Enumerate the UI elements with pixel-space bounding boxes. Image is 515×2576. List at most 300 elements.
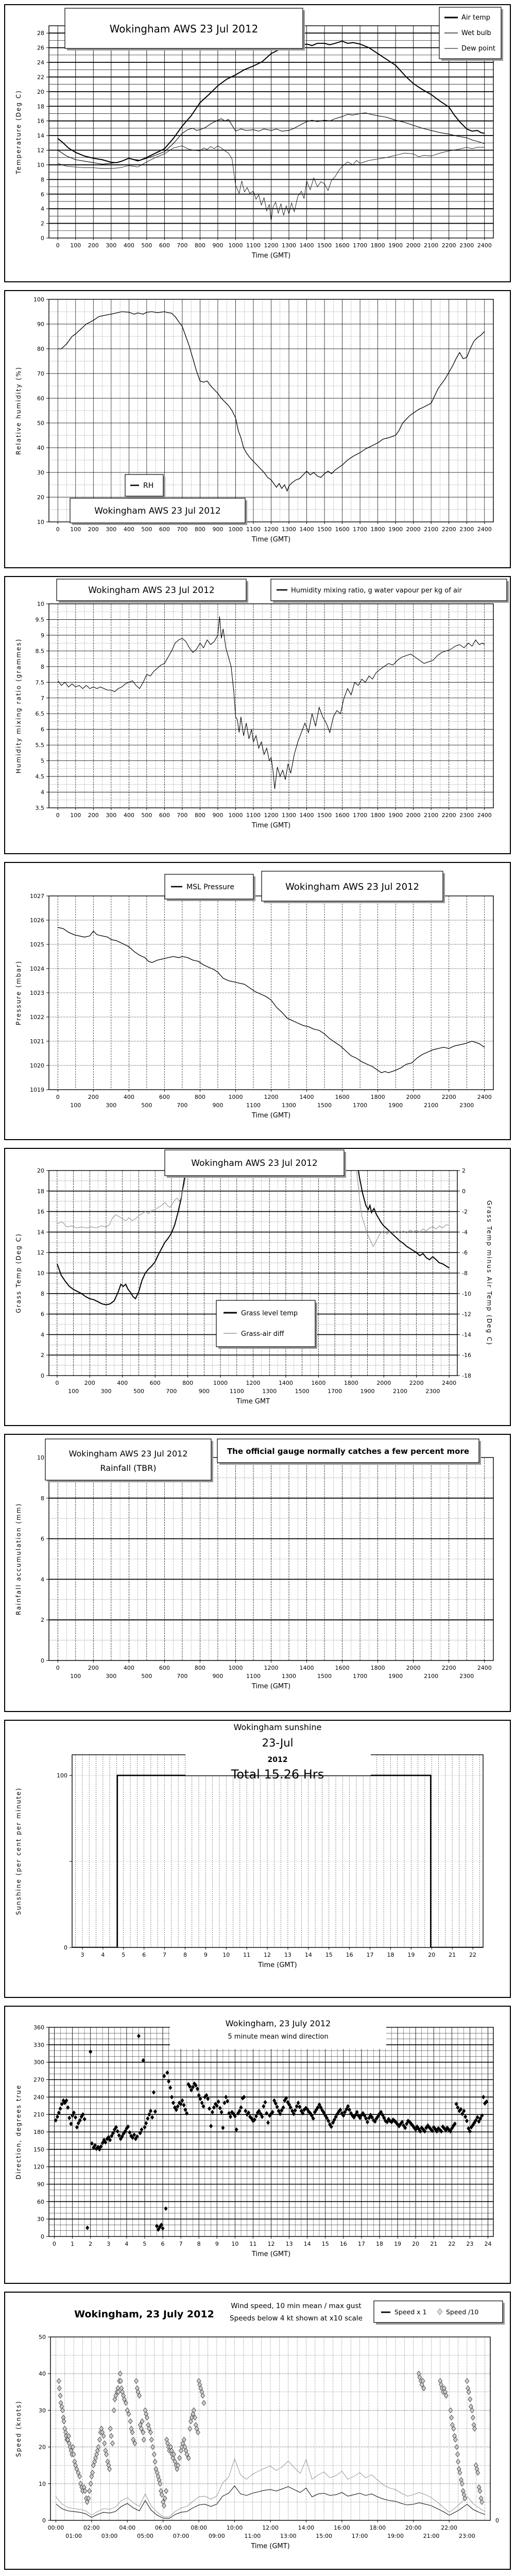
x-tick-label: 800	[194, 526, 205, 533]
x-tick-label: 12	[264, 1952, 271, 1958]
y-tick-label: 100	[33, 296, 44, 303]
x-tick-label: 100	[70, 526, 81, 533]
y-tick-label: 6	[41, 726, 44, 733]
diamond-marker	[456, 2459, 460, 2464]
y-tick-label: 10	[37, 519, 44, 526]
grass-temperature-chart	[5, 1149, 510, 1425]
diamond-marker	[153, 2459, 157, 2464]
diamond-marker	[164, 2488, 168, 2494]
diamond-marker	[57, 2378, 61, 2383]
y-tick-label: 20	[37, 88, 44, 95]
x-tick-label: 1100	[246, 812, 261, 819]
x-tick-label: 1300	[282, 242, 297, 249]
y-tick-label: 18	[37, 103, 44, 110]
y-tick-label: 6	[41, 1311, 44, 1318]
x-tick-label-row2: 1100	[246, 1102, 261, 1109]
x-tick-label: 10	[222, 1952, 230, 1958]
x-tick-label: 15	[321, 2241, 329, 2247]
x-tick-label: 18	[387, 1952, 394, 1958]
diamond-marker	[143, 2125, 146, 2129]
x-tick-label: 11	[249, 2241, 257, 2247]
x-tick-label: 500	[141, 526, 152, 533]
y-tick-label: 180	[33, 2129, 44, 2136]
x-tick-label: 700	[177, 242, 188, 249]
x-tick-label-row2: 900	[212, 1673, 224, 1680]
y-tick-label: 5	[41, 757, 44, 765]
diamond-marker	[89, 2481, 93, 2486]
x-tick-label-row2: 03:00	[101, 2533, 118, 2539]
x-tick-label: 400	[123, 812, 134, 819]
y-tick-label: 1021	[30, 1038, 44, 1045]
x-tick-label-row2: 500	[141, 1673, 152, 1680]
plot-frame	[72, 1755, 483, 1947]
x-tick-label: 12:00	[262, 2524, 279, 2531]
x-tick-label-row2: 2300	[459, 1102, 474, 1109]
y-axis-title: Speed (knots)	[15, 2400, 22, 2457]
x-tick-label: 600	[149, 1380, 161, 1386]
legend-label: Speed /10	[446, 2308, 479, 2316]
x-tick-label: 800	[194, 1665, 205, 1671]
y-right-tick-label: -10	[462, 1290, 471, 1297]
x-tick-label-row2: 1700	[353, 1102, 368, 1109]
x-tick-label-row2: 500	[133, 1388, 144, 1395]
diamond-marker	[482, 2095, 485, 2099]
x-tick-label: 2400	[477, 1094, 492, 1100]
x-tick-label: 2100	[424, 242, 439, 249]
x-tick-label: 12	[267, 2241, 275, 2247]
y-tick-label: 70	[37, 370, 44, 377]
x-tick-label: 24	[484, 2241, 492, 2247]
x-tick-label: 18:00	[369, 2524, 386, 2531]
chart-title: Wokingham sunshine	[233, 1722, 322, 1732]
y-tick-label: 4	[41, 206, 44, 213]
x-tick-label: 200	[88, 1665, 99, 1671]
diamond-marker	[262, 2104, 265, 2109]
y-tick-label: 30	[37, 2216, 44, 2223]
x-tick-label: 19	[394, 2241, 402, 2247]
x-tick-label-row2: 1300	[262, 1388, 277, 1395]
y-tick-label: 1019	[30, 1087, 44, 1093]
temperature-chart-panel	[4, 4, 511, 282]
diamond-marker	[220, 2110, 224, 2114]
grass-temperature-chart-panel	[4, 1148, 511, 1426]
x-tick-label: 5	[143, 2241, 147, 2247]
y-tick-label: 270	[33, 2076, 44, 2083]
y-tick-label: 100	[57, 1772, 67, 1780]
x-tick-label: 0	[56, 1665, 60, 1671]
chart-title: Wokingham AWS 23 Jul 2012	[94, 506, 221, 516]
y-tick-label: 8	[41, 663, 44, 670]
y-tick-label: 2	[41, 1352, 44, 1359]
x-tick-label: 400	[123, 1094, 134, 1100]
x-tick-label: 1000	[228, 1665, 243, 1671]
x-tick-label: 1900	[388, 526, 403, 533]
diamond-marker	[164, 2206, 167, 2211]
sunshine-chart	[5, 1721, 510, 1997]
x-tick-label: 2000	[406, 1094, 421, 1100]
x-tick-label: 17	[366, 1952, 374, 1958]
y-tick-label: 4	[41, 1576, 44, 1583]
x-tick-label: 1600	[335, 812, 350, 819]
y-tick-label: 8	[41, 176, 44, 183]
x-tick-label-row2: 2300	[425, 1388, 440, 1395]
y-right-tick-label: -12	[462, 1311, 471, 1318]
x-tick-label-row2: 700	[177, 1673, 188, 1680]
y-tick-label: 0	[41, 2233, 44, 2240]
diamond-marker	[62, 2419, 66, 2424]
x-tick-label: 2300	[459, 526, 474, 533]
x-tick-label-row2: 07:00	[173, 2533, 190, 2539]
x-tick-label-row2: 2100	[392, 1388, 407, 1395]
x-tick-label: 20:00	[405, 2524, 422, 2531]
x-tick-label: 200	[88, 526, 99, 533]
y-axis-title: Grass Temp (Deg C)	[15, 1233, 22, 1313]
x-tick-label: 1000	[228, 526, 243, 533]
x-tick-label-row2: 15:00	[316, 2533, 332, 2539]
x-tick-label: 08:00	[191, 2524, 207, 2531]
x-tick-label: 700	[177, 812, 188, 819]
x-tick-label: 2400	[477, 242, 492, 249]
x-tick-label-row2: 300	[106, 1102, 117, 1109]
diamond-marker	[202, 2400, 206, 2405]
y-tick-label: 1020	[30, 1062, 44, 1069]
y-tick-label: 22	[37, 74, 44, 81]
x-tick-label: 800	[194, 1094, 205, 1100]
y-tick-label: 210	[33, 2111, 44, 2119]
diamond-marker	[465, 2119, 469, 2123]
humidity-mixing-ratio-chart-panel	[4, 576, 511, 854]
y-tick-label: 0	[41, 1657, 44, 1664]
x-tick-label: 14:00	[298, 2524, 315, 2531]
legend-label: Dew point	[461, 45, 495, 53]
y-tick-label: 8	[41, 1290, 44, 1297]
diamond-marker	[108, 2426, 112, 2431]
x-tick-label-row2: 05:00	[137, 2533, 153, 2539]
diamond-marker	[212, 2105, 216, 2110]
x-tick-label: 200	[88, 242, 99, 249]
y-tick-label: 9	[41, 632, 44, 639]
y-right-tick-label: -8	[462, 1270, 468, 1277]
x-tick-label: 13	[285, 2241, 293, 2247]
y-right-tick-label: 2	[462, 1167, 466, 1174]
y-tick-label: 120	[33, 2163, 44, 2171]
x-tick-label-row2: 1500	[317, 1102, 332, 1109]
wind-direction-chart-panel	[4, 2006, 511, 2284]
y-tick-label: 3.5	[35, 805, 44, 811]
x-axis-title: Time (GMT)	[251, 2543, 290, 2550]
x-tick-label: 300	[106, 526, 117, 533]
chart-note: The official gauge normally catches a few percent more	[227, 1447, 470, 1456]
x-tick-label: 21	[430, 2241, 438, 2247]
x-tick-label: 200	[88, 1094, 99, 1100]
diamond-marker	[102, 2441, 107, 2446]
chart-title-box	[45, 1439, 211, 1480]
y-tick-label: 60	[37, 395, 44, 402]
y-tick-label: 4.5	[35, 773, 44, 781]
diamond-marker	[128, 2419, 132, 2424]
y-tick-label: 6.5	[35, 710, 44, 718]
x-tick-label: 1300	[282, 812, 297, 819]
rainfall-chart	[5, 1435, 510, 1711]
x-tick-label: 00:00	[47, 2524, 64, 2531]
y-tick-label: 14	[37, 1229, 44, 1236]
y-tick-label: 30	[37, 469, 44, 476]
humidity-mixing-ratio-chart	[5, 577, 510, 853]
x-tick-label: 3	[80, 1952, 84, 1958]
x-axis-title: Time (GMT)	[251, 1112, 291, 1120]
diamond-marker	[263, 2100, 267, 2105]
x-tick-label: 9	[215, 2241, 219, 2247]
x-tick-label-row2: 300	[100, 1388, 112, 1395]
x-tick-label: 200	[84, 1380, 95, 1386]
x-tick-label: 900	[212, 242, 224, 249]
x-tick-label-row2: 23:00	[459, 2533, 475, 2539]
x-tick-label: 1700	[353, 242, 368, 249]
x-tick-label: 1200	[264, 242, 279, 249]
x-tick-label: 14	[304, 1952, 312, 1958]
x-axis-title: Time (GMT)	[251, 252, 291, 260]
y-tick-label: 10	[37, 1270, 44, 1277]
x-axis-title: Time (GMT)	[258, 1961, 297, 1969]
y-tick-label: 240	[33, 2094, 44, 2101]
x-tick-label: 300	[106, 242, 117, 249]
diamond-marker	[152, 2090, 156, 2095]
x-axis-title: Time (GMT)	[251, 536, 291, 544]
x-tick-label: 2000	[406, 526, 421, 533]
x-tick-label: 800	[194, 812, 205, 819]
x-tick-label: 400	[117, 1380, 128, 1386]
y-tick-label: 4	[41, 789, 44, 796]
x-tick-label: 600	[159, 1094, 170, 1100]
x-tick-label: 1	[71, 2241, 75, 2247]
x-tick-label: 0	[56, 812, 60, 819]
diamond-marker	[265, 2111, 268, 2115]
y-tick-label: 14	[37, 132, 44, 140]
chart-subtitle: 5 minute mean wind direction	[228, 2033, 329, 2041]
x-tick-label: 2300	[459, 812, 474, 819]
y-tick-label: 24	[37, 59, 44, 66]
diamond-marker	[152, 2452, 156, 2457]
diamond-marker	[218, 2106, 222, 2110]
x-tick-label: 0	[56, 526, 60, 533]
legend-label: RH	[143, 482, 154, 490]
x-tick-label: 04:00	[119, 2524, 136, 2531]
y-tick-label: 360	[33, 2024, 44, 2031]
x-tick-label-row2: 700	[177, 1102, 188, 1109]
y-tick-label: 6	[41, 191, 44, 198]
x-tick-label: 1300	[282, 526, 297, 533]
y-tick-label: 20	[37, 1167, 44, 1174]
x-tick-label: 22	[469, 1952, 477, 1958]
diamond-marker	[56, 2114, 59, 2119]
y-tick-label: 26	[37, 44, 44, 52]
x-tick-label: 1800	[370, 1665, 385, 1671]
x-tick-label-row2: 300	[106, 1673, 117, 1680]
y-tick-label: 8.5	[35, 648, 44, 655]
legend-label: Grass-air diff	[241, 1330, 284, 1338]
x-tick-label-row2: 100	[68, 1388, 79, 1395]
x-axis-title: Time GMT	[236, 1398, 270, 1405]
diamond-marker	[150, 2115, 154, 2120]
y-tick-label: 50	[37, 420, 44, 427]
y-tick-label: 0	[42, 2517, 46, 2524]
x-tick-label: 2200	[441, 242, 456, 249]
y-tick-label: 7.5	[35, 679, 44, 686]
diamond-marker	[266, 2120, 270, 2125]
y-tick-label: 1025	[30, 941, 44, 948]
diamond-marker	[188, 2426, 192, 2431]
x-tick-label-row2: 1900	[388, 1673, 403, 1680]
wind-direction-chart	[5, 2007, 510, 2283]
x-tick-label: 2200	[409, 1380, 424, 1386]
x-tick-label: 2100	[424, 812, 439, 819]
diamond-marker	[149, 2437, 153, 2442]
x-tick-label: 500	[141, 812, 152, 819]
x-tick-label: 1000	[228, 242, 243, 249]
x-tick-label: 1400	[299, 1665, 314, 1671]
x-tick-label-row2: 1700	[353, 1673, 368, 1680]
chart-note-1: Wind speed, 10 min mean / max gust	[231, 2302, 362, 2310]
y-tick-label: 0	[41, 235, 44, 242]
x-tick-label: 6	[142, 1952, 146, 1958]
y-right-tick-label: -16	[462, 1352, 471, 1359]
chart-date: 23-Jul	[262, 1737, 294, 1749]
x-tick-label: 800	[182, 1380, 194, 1386]
x-axis-title: Time (GMT)	[251, 1683, 291, 1690]
x-tick-label-row2: 2100	[424, 1673, 439, 1680]
legend-label: Humidity mixing ratio, g water vapour per kg of air	[291, 587, 462, 595]
x-tick-label: 700	[177, 526, 188, 533]
y-tick-label: 9.5	[35, 616, 44, 623]
diamond-marker	[137, 2033, 141, 2038]
x-tick-label: 0	[56, 242, 60, 249]
x-tick-label-row2: 1500	[317, 1673, 332, 1680]
x-tick-label: 1400	[278, 1380, 293, 1386]
x-tick-label: 800	[194, 242, 205, 249]
x-tick-label-row2: 2300	[459, 1673, 474, 1680]
diamond-marker	[74, 2115, 77, 2120]
diamond-marker	[85, 2226, 89, 2230]
diamond-marker	[134, 2378, 139, 2383]
relative-humidity-chart	[5, 291, 510, 567]
msl-pressure-chart-panel	[4, 862, 511, 1140]
x-tick-label: 0	[53, 2241, 57, 2247]
x-tick-label: 1400	[299, 242, 314, 249]
y-axis-title: Humidity mixing ratio (grammes)	[15, 638, 22, 774]
y-right-zero-label: 0	[495, 2517, 499, 2524]
sunshine-total: Total 15.26 Hrs	[231, 1767, 324, 1782]
y-tick-label: 2	[41, 220, 44, 227]
y-tick-label: 330	[33, 2041, 44, 2048]
x-tick-label: 1900	[388, 812, 403, 819]
legend-label: Air temp	[461, 14, 490, 22]
x-tick-label: 5	[122, 1952, 126, 1958]
x-tick-label: 23	[466, 2241, 474, 2247]
diamond-marker	[111, 2441, 115, 2446]
diamond-marker	[112, 2408, 116, 2413]
x-tick-label-row2: 17:00	[351, 2533, 368, 2539]
y-tick-label: 50	[39, 2334, 46, 2341]
x-tick-label: 10	[231, 2241, 239, 2247]
x-tick-label: 1800	[370, 812, 385, 819]
y-tick-label: 90	[37, 321, 44, 328]
diamond-marker	[209, 2124, 213, 2128]
x-tick-label: 6	[161, 2241, 165, 2247]
diamond-marker	[168, 2086, 172, 2090]
x-tick-label-row2: 21:00	[423, 2533, 440, 2539]
x-tick-label: 1600	[335, 526, 350, 533]
x-tick-label-row2: 500	[141, 1102, 152, 1109]
x-tick-label: 600	[159, 242, 170, 249]
x-tick-label: 1600	[311, 1380, 326, 1386]
diamond-marker	[59, 2106, 62, 2111]
y-tick-label: 8	[41, 1495, 44, 1502]
y-right-tick-label: -14	[462, 1331, 471, 1338]
diamond-marker	[456, 2452, 460, 2457]
x-tick-label: 1200	[264, 1665, 279, 1671]
x-tick-label-row2: 13:00	[280, 2533, 297, 2539]
x-tick-label-row2: 100	[70, 1102, 81, 1109]
x-tick-label: 2400	[477, 1665, 492, 1671]
x-tick-label-row2: 01:00	[65, 2533, 82, 2539]
diamond-marker	[117, 2133, 121, 2138]
x-tick-label: 2000	[376, 1380, 391, 1386]
x-tick-label: 22:00	[441, 2524, 458, 2531]
y-tick-label: 10	[37, 161, 44, 168]
diamond-marker	[109, 2433, 113, 2438]
x-tick-label: 1600	[335, 242, 350, 249]
diamond-marker	[58, 2393, 62, 2398]
x-tick-label-row2: 1100	[246, 1673, 261, 1680]
y-axis-title: Rainfall accumulation (mm)	[15, 1502, 22, 1616]
y-tick-label: 5.5	[35, 742, 44, 749]
y-axis-title: Temperature (Deg C)	[15, 90, 22, 174]
x-tick-label: 19	[407, 1952, 415, 1958]
chart-title: Wokingham, 23 July 2012	[225, 2019, 331, 2028]
x-tick-label: 1700	[353, 526, 368, 533]
y-tick-label: 10	[39, 2480, 46, 2487]
x-tick-label: 600	[159, 1665, 170, 1671]
x-tick-label: 2200	[441, 812, 456, 819]
x-tick-label: 11	[243, 1952, 251, 1958]
legend-label: Grass level temp	[241, 1310, 298, 1317]
y-tick-label: 20	[39, 2444, 46, 2451]
x-tick-label: 1900	[388, 242, 403, 249]
x-tick-label: 14	[303, 2241, 311, 2247]
y-tick-label: 0	[41, 1372, 44, 1379]
rainfall-chart-panel	[4, 1434, 511, 1712]
y-tick-label: 10	[37, 1454, 44, 1461]
diamond-marker	[468, 2397, 472, 2402]
y-tick-label: 12	[37, 1249, 44, 1257]
diamond-marker	[57, 2386, 61, 2391]
x-tick-label: 21	[449, 1952, 456, 1958]
chart-note-2: Speeds below 4 kt shown at x10 scale	[230, 2314, 363, 2323]
diamond-marker	[464, 2114, 467, 2119]
x-tick-label: 2400	[477, 812, 492, 819]
x-tick-label: 2000	[406, 812, 421, 819]
diamond-marker	[182, 2103, 186, 2108]
diamond-marker	[75, 2125, 79, 2129]
x-axis-title: Time (GMT)	[251, 822, 291, 829]
y-axis-title: Sunshine (per cent per minute)	[15, 1787, 22, 1916]
x-tick-label: 300	[106, 812, 117, 819]
chart-title: Wokingham AWS 23 Jul 2012	[191, 1158, 318, 1168]
y-tick-label: 1024	[30, 965, 44, 972]
x-tick-label-row2: 900	[198, 1388, 210, 1395]
x-tick-label: 4	[125, 2241, 129, 2247]
y-tick-label: 1022	[30, 1014, 44, 1021]
